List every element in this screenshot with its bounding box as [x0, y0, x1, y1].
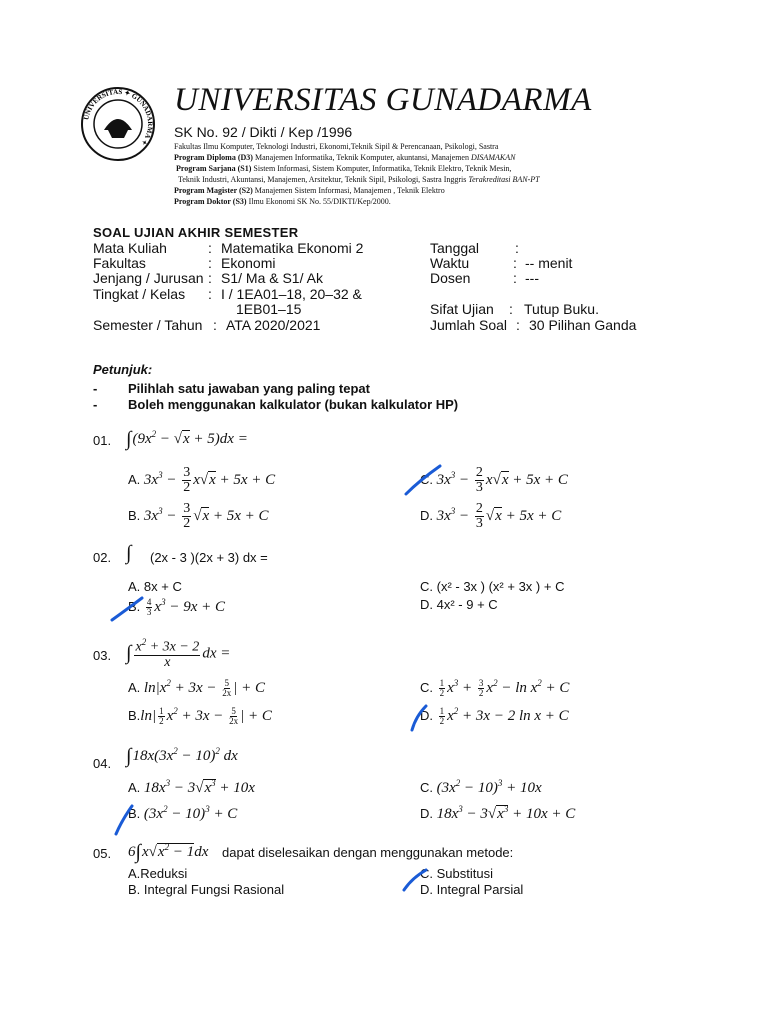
option-b[interactable]: B. $3x^3$ − $\frac{3}{2}$ √ x + 5x + C: [128, 502, 269, 531]
question-number: 03.: [93, 648, 112, 663]
university-name: UNIVERSITAS GUNADARMA: [174, 82, 592, 118]
info-value: Ekonomi: [221, 255, 276, 271]
info-colon: :: [513, 270, 517, 286]
info-label: Fakultas: [93, 255, 146, 271]
option-d[interactable]: D. Integral Parsial: [420, 882, 524, 897]
info-value: S1/ Ma & S1/ Ak: [221, 270, 323, 286]
info-colon: :: [208, 286, 212, 302]
integral-sign: ∫: [126, 542, 132, 564]
option-a[interactable]: A. $18x^3 - 3√$ $x^3 + 10x$: [128, 778, 255, 797]
program-line: Teknik Industri, Akuntansi, Manajemen, Arsitektur, Teknik Sipil, Psikologi, Sastra Inggris Terakreditasi BAN-PT: [178, 175, 540, 184]
info-colon: :: [208, 255, 212, 271]
option-a[interactable]: A. $\ln|x^2 + 3x$ − $\frac{5}{2x}$ | + C: [128, 678, 266, 699]
info-label: Semester / Tahun: [93, 317, 203, 333]
option-b[interactable]: B.ln| $\frac{1}{2}$ $x^2 + 3x$ − $\frac{5}{2x}$ | + C: [128, 706, 272, 727]
info-colon: :: [213, 317, 217, 333]
info-colon: :: [509, 301, 513, 317]
info-label: Jenjang / Jurusan: [93, 270, 204, 286]
info-label: Jumlah Soal: [430, 317, 508, 333]
info-value: ATA 2020/2021: [226, 317, 321, 333]
info-value: I / 1EA01–18, 20–32 &: [221, 286, 362, 302]
instruction-item: Pilihlah satu jawaban yang paling tepat: [128, 381, 370, 396]
option-d[interactable]: D. $3x^3$ − $\frac{2}{3}$ √ x + 5x + C: [420, 502, 561, 531]
option-a[interactable]: A. $3x^3$ − $\frac{3}{2}$ x√ x + 5x + C: [128, 466, 275, 495]
question-text: (2x - 3 )(2x + 3) dx =: [150, 550, 268, 565]
option-b[interactable]: B. Integral Fungsi Rasional: [128, 882, 285, 897]
bullet: -: [93, 397, 98, 412]
bullet: -: [93, 381, 98, 396]
exam-title: SOAL UJIAN AKHIR SEMESTER: [93, 225, 299, 240]
question-expression: ∫ $\frac{x^2 + 3x - 2}{x}$ dx =: [126, 637, 231, 670]
option-b[interactable]: B. $(3x^2 - 10)^3 + C$: [128, 804, 238, 822]
option-c[interactable]: C. $\frac{1}{2}$ $x^3$ + $\frac{3}{2}$ $x^2 - \ln x^2 + C$: [420, 678, 570, 699]
university-seal-logo: [80, 86, 156, 162]
instructions-title: Petunjuk:: [93, 362, 153, 377]
info-colon: :: [515, 240, 519, 256]
info-label: Dosen: [430, 270, 471, 286]
question-expression: 6∫x√ $x^2 - 1dx$: [128, 841, 208, 864]
option-a[interactable]: A. 8x + C: [128, 579, 182, 594]
svg-text:UNIVERSITAS ✦ GUNADARMA ✦: UNIVERSITAS ✦ GUNADARMA ✦: [82, 87, 155, 148]
info-colon: :: [208, 270, 212, 286]
program-line: Fakultas Ilmu Komputer, Teknologi Industri, Ekonomi,Teknik Sipil & Perencanaan, Psikologi, Sastra: [174, 142, 499, 151]
option-d[interactable]: D. $18x^3 - 3√$ $x^3 + 10x + C$: [420, 804, 575, 823]
info-label: Waktu: [430, 255, 470, 271]
option-a[interactable]: A.Reduksi: [128, 866, 188, 881]
program-line: Program Doktor (S3) Ilmu Ekonomi SK No. 55/DIKTI/Kep/2000.: [174, 197, 391, 206]
info-colon: :: [513, 255, 517, 271]
info-label: Tanggal: [430, 240, 480, 256]
info-value: Matematika Ekonomi 2: [221, 240, 364, 256]
info-value: 30 Pilihan Ganda: [529, 317, 637, 333]
option-b[interactable]: B. $\frac{4}{3}$ $x^3 - 9x + C$: [128, 597, 225, 618]
question-number: 01.: [93, 433, 112, 448]
info-label: Mata Kuliah: [93, 240, 167, 256]
program-line: Program Sarjana (S1) Sistem Informasi, Sistem Komputer, Informatika, Teknik Elektro, Teknik Mesin,: [176, 164, 512, 173]
option-c[interactable]: C. Substitusi: [420, 866, 493, 881]
info-label: Sifat Ujian: [430, 301, 494, 317]
option-d[interactable]: D. 4x² - 9 + C: [420, 597, 498, 612]
option-c[interactable]: C. (x² - 3x ) (x² + 3x ) + C: [420, 579, 565, 594]
question-number: 02.: [93, 550, 112, 565]
option-c[interactable]: C. $3x^3$ − $\frac{2}{3}$ x√ x + 5x + C: [420, 466, 568, 495]
question-number: 05.: [93, 846, 112, 861]
info-value: ---: [525, 270, 539, 286]
question-number: 04.: [93, 756, 112, 771]
info-value: -- menit: [525, 255, 573, 271]
info-colon: :: [208, 240, 212, 256]
program-line: Program Magister (S2) Manajemen Sistem Informasi, Manajemen , Teknik Elektro: [174, 186, 445, 195]
info-value: Tutup Buku.: [524, 301, 599, 317]
info-colon: :: [516, 317, 520, 333]
option-c[interactable]: C. $(3x^2 - 10)^3 + 10x$: [420, 778, 542, 796]
option-d[interactable]: D. $\frac{1}{2}$ $x^2 + 3x - 2$ ln x + C: [420, 706, 569, 727]
program-line: Program Diploma (D3) Manajemen Informatika, Teknik Komputer, akuntansi, Manajemen DISAMAKAN: [174, 153, 516, 162]
question-text: dapat diselesaikan dengan menggunakan metode:: [222, 845, 514, 860]
sk-decree: SK No. 92 / Dikti / Kep /1996: [174, 124, 353, 140]
question-expression: $\int 18x(3x^2 - 10)^2$ dx: [126, 745, 238, 767]
info-value: 1EB01–15: [236, 301, 302, 317]
info-label: Tingkat / Kelas: [93, 286, 186, 302]
instruction-item: Boleh menggunakan kalkulator (bukan kalkulator HP): [128, 397, 459, 412]
question-expression: $\int(9x^2$ − √ x + 5)dx =: [126, 428, 248, 451]
